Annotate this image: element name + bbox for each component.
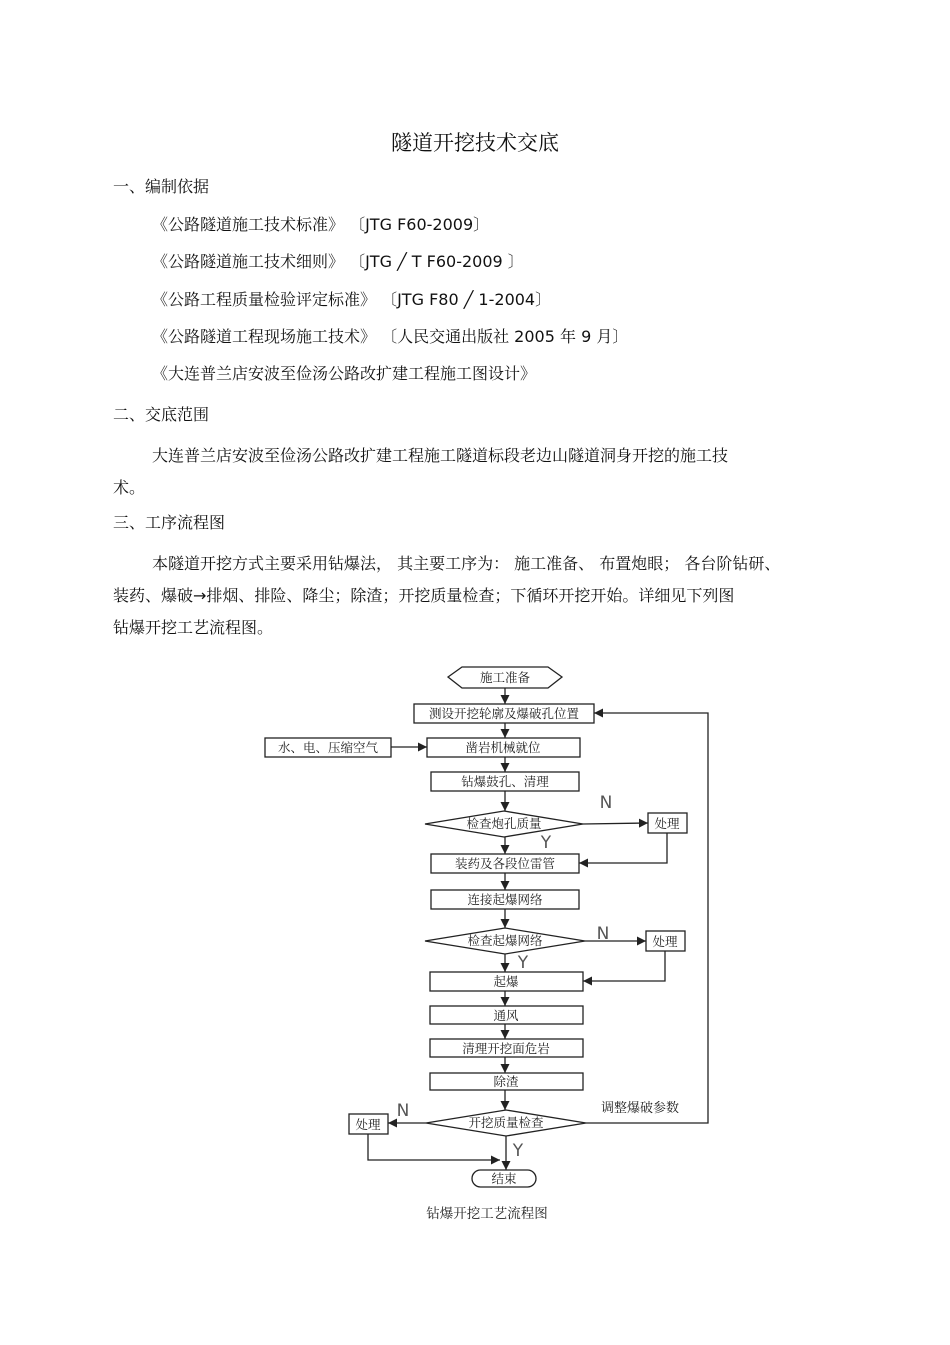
flow-step-label: 起爆 [493,974,519,989]
flow-yes-label: Y [517,953,529,973]
flowchart-caption: 钻爆开挖工艺流程图 [426,1206,548,1222]
flow-handle-label: 处理 [654,816,680,831]
flow-no-label: N [596,924,610,944]
flow-no-label: N [599,793,613,813]
flow-step-label: 钻爆鼓孔、清理 [461,774,549,789]
flow-step-label: 清理开挖面危岩 [462,1041,550,1056]
flow-end-label: 结束 [491,1171,517,1186]
flow-decision-label: 开挖质量检查 [468,1115,544,1130]
section2-body-line: 术。 [113,478,146,497]
flow-handle-label: 处理 [355,1117,381,1132]
reference-item: 《公路工程质量检验评定标准》 〔JTG F80 ╱ 1-2004〕 [152,290,552,309]
flow-step-label: 测设开挖轮廓及爆破孔位置 [428,706,580,721]
flow-handle-label: 处理 [652,934,678,949]
reference-item: 《公路隧道施工技术细则》 〔JTG ╱ T F60-2009 〕 [152,252,524,271]
flow-no-label: N [396,1101,410,1121]
page-title: 隧道开挖技术交底 [391,131,559,155]
flow-step-label: 凿岩机械就位 [465,740,541,755]
reference-item: 《公路隧道施工技术标准》 〔JTG F60-2009〕 [152,215,490,234]
flow-start-label: 施工准备 [479,670,531,685]
flow-decision-label: 检查炮孔质量 [466,816,542,831]
section3-heading: 三、工序流程图 [113,513,226,532]
flow-decision-label: 检查起爆网络 [467,933,543,948]
section3-body-line: 钻爆开挖工艺流程图。 [113,618,274,637]
flow-yes-label: Y [512,1141,524,1161]
flow-loop-label: 调整爆破参数 [600,1101,680,1116]
flow-step-label: 连接起爆网络 [467,892,543,907]
flow-side-input-label: 水、电、压缩空气 [277,740,379,755]
flow-yes-label: Y [540,833,552,853]
reference-item: 《公路隧道工程现场施工技术》 〔人民交通出版社 2005 年 9 月〕 [152,327,629,346]
section2-heading: 二、交底范围 [113,405,210,424]
flow-step-label: 装药及各段位雷管 [454,856,556,871]
section3-body-line: 装药、爆破→排烟、排险、降尘；除渣；开挖质量检查；下循环开挖开始。详细见下列图 [113,586,735,605]
section2-body-line: 大连普兰店安波至俭汤公路改扩建工程施工隧道标段老边山隧道洞身开挖的施工技 [152,446,729,465]
section1-heading: 一、编制依据 [113,177,210,196]
flow-step-label: 通风 [493,1008,519,1023]
section3-body-line: 本隧道开挖方式主要采用钻爆法， 其主要工序为： 施工准备、 布置炮眼； 各台阶钻研、 [152,554,781,573]
flow-step-label: 除渣 [493,1074,519,1089]
reference-item: 《大连普兰店安波至俭汤公路改扩建工程施工图设计》 [152,364,537,383]
